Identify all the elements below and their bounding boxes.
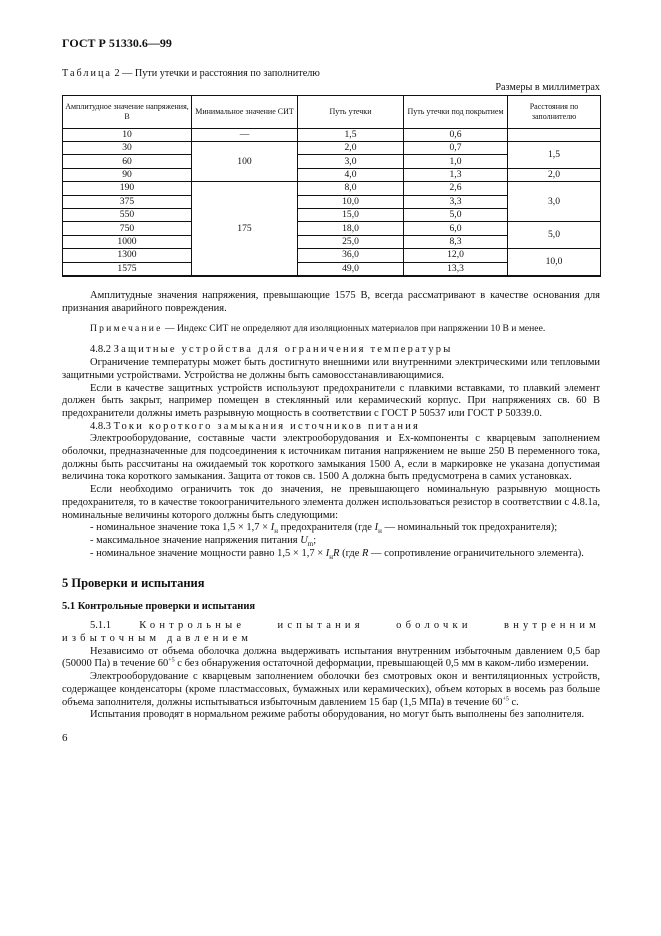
paragraph: [62, 646, 600, 671]
paragraph-text: Электрооборудование с кварцевым заполнением оболочки без смотровых окон и вентиляционных устройств, содержащее конденсаторы (кроме пластмассовых, бумажных или керамических), объем которых в восемь раз больше объема заполнителя, должны испытываться избыточным давлением 15 бар (1,5 МПа) в течение 60: [62, 671, 600, 708]
section-number: 4.8.3: [90, 420, 114, 432]
table-header-cell: Путь утечки под покрытием: [404, 95, 508, 128]
table-cell: 10,0: [298, 195, 404, 208]
table-cell: 0,6: [404, 128, 508, 141]
table-cell: 36,0: [298, 249, 404, 262]
table-cell: 2,6: [404, 182, 508, 195]
section-heading-5-1-1: [62, 620, 600, 645]
paragraph: Электрооборудование, составные части электрооборудования и Ex-компоненты с кварцевым заполнением оболочки, предназначенные для подсоединения к источникам питания напряжением не выше 250 В переменного тока, должны быть рассчитаны на ожидаемый ток короткого замыкания 1500 А, если в маркировке не указана допустимая величина тока короткого замыкания. Защита от токов св. 1500 А должна быть предусмотрена в самих установках.: [62, 433, 600, 483]
table-cell: 8,3: [404, 235, 508, 248]
list-text: — номинальный ток предохранителя);: [381, 522, 558, 534]
var-sub: н: [378, 527, 382, 536]
table-cell: 25,0: [298, 235, 404, 248]
paragraph-text: Независимо от объема оболочка должна выдерживать испытания внутренним избыточным давлением 0,5 бар (50000 Па) в течение 60: [62, 645, 600, 670]
paragraph-text: с.: [508, 696, 519, 708]
var-r: R: [333, 547, 340, 559]
note-text: — Индекс СИТ не определяют для изоляционных материалов при напряжении 10 В и менее.: [162, 323, 546, 335]
table-cell: 100: [192, 142, 298, 182]
list-text: предохранителя (где: [277, 522, 375, 534]
section-title: Защитные устройства для ограничения температуры: [113, 344, 453, 356]
table-cell: 0,7: [404, 142, 508, 155]
table-cell: 12,0: [404, 249, 508, 262]
table-row: [63, 168, 601, 181]
table-cell: 60: [63, 155, 192, 168]
table-cell: 750: [63, 222, 192, 235]
table-cell: 13,3: [404, 262, 508, 276]
table-cell: 175: [192, 182, 298, 276]
table-header-cell: Амплитудное значение напряжения, В: [63, 95, 192, 128]
table-cell: 49,0: [298, 262, 404, 276]
table-cell: 18,0: [298, 222, 404, 235]
document-page: [62, 36, 600, 744]
table-cell: 3,0: [508, 182, 601, 222]
list-item: [62, 548, 600, 561]
table-row: [63, 222, 601, 235]
table-cell: 5,0: [508, 222, 601, 249]
table-cell: 5,0: [404, 209, 508, 222]
tolerance-sup: +5: [502, 696, 509, 703]
table-caption: [62, 68, 600, 81]
table-cell: 3,3: [404, 195, 508, 208]
note-label: Примечание: [90, 323, 163, 335]
paragraph-text: с без обнаружения остаточной деформации, превышающей 0,5 мм в каком-либо измерении.: [174, 658, 589, 670]
table-cell: 2,0: [508, 168, 601, 181]
table-caption-word: Таблица: [62, 68, 112, 79]
table-cell: 375: [63, 195, 192, 208]
document-header: ГОСТ Р 51330.6—99: [62, 36, 172, 50]
table-row: [63, 249, 601, 262]
table-cell: 190: [63, 182, 192, 195]
table-cell: [508, 128, 601, 141]
table-cell: —: [192, 128, 298, 141]
list-text: - максимальное значение напряжения питания: [90, 534, 301, 546]
table-cell: 1300: [63, 249, 192, 262]
paragraph: Ограничение температуры может быть достигнуто внешними или внутренними электрическими или тепловыми защитными устройствами. Устройства не должны быть самовосстанавливающимися.: [62, 357, 600, 381]
section-title: Токи короткого замыкания источников питания: [113, 420, 421, 432]
table-cell: 1,3: [404, 168, 508, 181]
section-number: 4.8.2: [90, 344, 114, 356]
table-header-cell: Минимальное значение СИТ: [192, 95, 298, 128]
list-item: [62, 535, 600, 548]
table-header-row: [63, 95, 601, 128]
section-number: 5.1.1: [90, 620, 140, 632]
var-i: I: [325, 547, 330, 559]
paragraph: Испытания проводят в нормальном режиме работы оборудования, но могут быть выполнены без заполнителя.: [90, 709, 585, 721]
table-cell: 90: [63, 168, 192, 181]
list-text: — сопротивление ограничительного элемента).: [368, 547, 584, 559]
page-number: 6: [62, 731, 68, 744]
table-row: [63, 182, 601, 195]
table-cell: 1,0: [404, 155, 508, 168]
table-header-cell: Расстояния по заполнителю: [508, 95, 601, 128]
creepage-table: [62, 95, 601, 277]
table-cell: 550: [63, 209, 192, 222]
list-text: - номинальное значение мощности равно 1,5 × 1,7 ×: [90, 547, 326, 559]
table-cell: 1575: [63, 262, 192, 276]
table-header-cell: Путь утечки: [298, 95, 404, 128]
table-cell: 10,0: [508, 249, 601, 276]
section-heading-5: 5 Проверки и испытания: [62, 576, 205, 591]
paragraph: Если в качестве защитных устройств используют предохранители с плавкими вставками, то плавкий элемент должен быть закрыт, например помещен в стеклянный или керамический корпус. При напряжениях св. 60 В предохранители должны иметь разрывную мощность в соответствии с ГОСТ Р 50537 или ГОСТ Р 50339.0.: [62, 382, 600, 419]
table-cell: 1,5: [298, 128, 404, 141]
table-cell: 4,0: [298, 168, 404, 181]
table-cell: 8,0: [298, 182, 404, 195]
paragraph: Если необходимо ограничить ток до значения, не превышающего номинальную разрывную мощность предохранителя, то в качестве токоограничительного элемента должен использоваться резистор в соответствии с 4.8.1а, номинальные величины которого должны быть следующими:: [62, 484, 600, 521]
var-sub: н: [274, 527, 278, 536]
list-text: (где: [339, 547, 362, 559]
tolerance-sup: +5: [168, 657, 175, 664]
table-cell: 3,0: [298, 155, 404, 168]
var-i: I: [270, 522, 275, 534]
table-cell: 15,0: [298, 209, 404, 222]
table-note: [62, 323, 600, 335]
table-caption-text: 2 — Пути утечки и расстояния по заполнителю: [111, 68, 320, 79]
table-cell: 6,0: [404, 222, 508, 235]
table-cell: 2,0: [298, 142, 404, 155]
var-sub: н: [329, 552, 334, 561]
list-text: ;: [313, 534, 317, 546]
var-u: U: [300, 534, 308, 546]
section-title: Контрольные испытания оболочки внутренним избыточным давлением: [62, 620, 600, 645]
paragraph: Амплитудные значения напряжения, превышающие 1575 В, всегда рассматривают в качестве основания для признания аварийного повреждения.: [62, 290, 600, 314]
list-text: - номинальное значение тока 1,5 × 1,7 ×: [90, 522, 271, 534]
table-row: [63, 128, 601, 141]
var-i: I: [374, 522, 379, 534]
table-cell: 1000: [63, 235, 192, 248]
table-cell: 1,5: [508, 142, 601, 169]
table-cell: 30: [63, 142, 192, 155]
paragraph: [62, 671, 600, 709]
section-heading-5-1: 5.1 Контрольные проверки и испытания: [62, 601, 256, 613]
table-cell: 10: [63, 128, 192, 141]
table-units: Размеры в миллиметрах: [495, 81, 600, 93]
var-r: R: [362, 547, 369, 559]
section-heading-4-8-2: [62, 344, 600, 357]
section-heading-4-8-3: [62, 421, 600, 434]
list-item: [62, 522, 600, 535]
var-sub: m: [307, 540, 314, 549]
table-row: [63, 142, 601, 155]
